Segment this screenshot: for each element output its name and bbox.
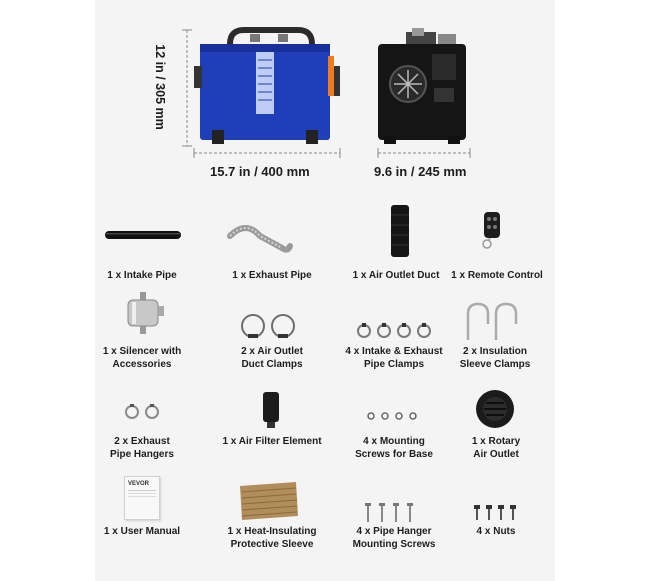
manual-brand-text: VEVOR bbox=[128, 481, 150, 487]
depth-dimension-line bbox=[376, 148, 472, 158]
air-outlet-duct-image bbox=[388, 203, 412, 259]
item-caption-pipe-hanger-mounting-screws: 4 x Pipe Hanger Mounting Screws bbox=[352, 526, 436, 550]
user-manual-image bbox=[124, 476, 160, 520]
heat-insulating-sleeve-image bbox=[236, 478, 302, 522]
item-caption-heat-insulating-sleeve: 1 x Heat-Insulating Protective Sleeve bbox=[227, 526, 317, 550]
remote-control-image bbox=[478, 210, 504, 252]
item-caption-exhaust-pipe-hangers: 2 x Exhaust Pipe Hangers bbox=[110, 436, 174, 460]
air-outlet-duct-clamps-image bbox=[238, 312, 298, 340]
item-caption-air-outlet-duct-clamps: 2 x Air Outlet Duct Clamps bbox=[241, 346, 303, 370]
rotary-air-outlet-image bbox=[474, 388, 516, 430]
mounting-screws-for-base-image bbox=[364, 410, 420, 422]
nuts-image bbox=[470, 504, 520, 522]
item-caption-remote-control: 1 x Remote Control bbox=[451, 270, 543, 281]
width-label: 15.7 in / 400 mm bbox=[210, 164, 310, 179]
insulation-sleeve-clamps-image bbox=[462, 300, 522, 342]
item-caption-mounting-screws-for-base: 4 x Mounting Screws for Base bbox=[355, 436, 433, 460]
depth-label: 9.6 in / 245 mm bbox=[374, 164, 467, 179]
item-caption-insulation-sleeve-clamps: 2 x Insulation Sleeve Clamps bbox=[459, 346, 531, 370]
pipe-hanger-mounting-screws-image bbox=[360, 502, 420, 524]
silencer-image bbox=[122, 290, 166, 336]
item-caption-intake-exhaust-pipe-clamps: 4 x Intake & Exhaust Pipe Clamps bbox=[345, 346, 443, 370]
item-caption-air-filter-element: 1 x Air Filter Element bbox=[222, 436, 322, 447]
intake-pipe-image bbox=[103, 228, 183, 242]
item-caption-rotary-air-outlet: 1 x Rotary Air Outlet bbox=[471, 436, 521, 460]
exhaust-pipe-hangers-image bbox=[122, 402, 162, 422]
item-caption-intake-pipe: 1 x Intake Pipe bbox=[107, 270, 177, 281]
item-caption-nuts: 4 x Nuts bbox=[476, 526, 516, 537]
height-label: 12 in / 305 mm bbox=[153, 44, 167, 130]
item-caption-air-outlet-duct: 1 x Air Outlet Duct bbox=[352, 270, 440, 281]
intake-exhaust-pipe-clamps-image bbox=[354, 322, 434, 340]
air-filter-element-image bbox=[260, 390, 282, 430]
item-caption-user-manual: 1 x User Manual bbox=[103, 526, 181, 537]
exhaust-pipe-image bbox=[226, 222, 294, 256]
heater-side-view bbox=[372, 28, 472, 148]
heater-front-view bbox=[190, 26, 350, 148]
width-dimension-line bbox=[192, 148, 342, 158]
item-caption-silencer: 1 x Silencer with Accessories bbox=[102, 346, 182, 370]
item-caption-exhaust-pipe: 1 x Exhaust Pipe bbox=[232, 270, 312, 281]
